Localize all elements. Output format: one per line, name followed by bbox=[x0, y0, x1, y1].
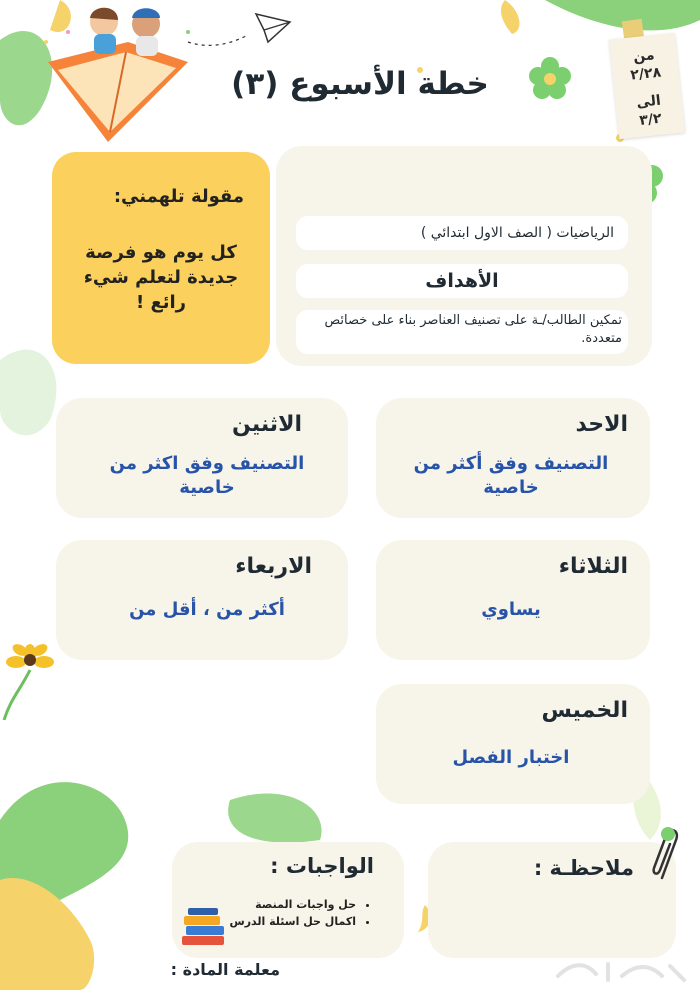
date-from: ٢/٢٨ bbox=[629, 64, 662, 84]
objectives-heading: الأهداف bbox=[296, 264, 628, 298]
day-name: الاربعاء bbox=[235, 554, 312, 579]
day-name: الخميس bbox=[541, 698, 628, 723]
day-card-thursday bbox=[376, 684, 650, 804]
day-card-tuesday bbox=[376, 540, 650, 660]
day-name: الثلاثاء bbox=[558, 554, 628, 579]
day-card-sunday bbox=[376, 398, 650, 518]
day-lesson: أكثر من ، أقل من bbox=[129, 599, 285, 620]
date-range-tag bbox=[609, 33, 685, 139]
watermark-logo bbox=[552, 956, 692, 986]
date-to-label: الى bbox=[635, 92, 662, 112]
day-name: الاثنين bbox=[232, 412, 302, 437]
date-from-label: من bbox=[632, 47, 656, 66]
day-card-wednesday bbox=[56, 540, 348, 660]
homework-item: • حل واجبات المنصة bbox=[196, 896, 356, 913]
subject-label: الرياضيات ( الصف الاول ابتدائي ) bbox=[296, 216, 628, 250]
daisy-flower-icon bbox=[0, 640, 60, 720]
day-lesson: التصنيف وفق أكثر من خاصية bbox=[413, 453, 609, 498]
notes-label: ملاحظـة : bbox=[533, 856, 634, 880]
kids-reading-book-illustration bbox=[38, 2, 198, 142]
teacher-label: معلمة المادة : bbox=[170, 960, 280, 979]
subject-card bbox=[276, 146, 652, 366]
page-title: خطة الأسبوع (٣) bbox=[231, 66, 489, 102]
notes-card bbox=[428, 842, 676, 958]
date-to: ٣/٢ bbox=[638, 110, 663, 129]
books-stack-icon bbox=[178, 908, 228, 948]
quote-title: مقولة تلهمني: bbox=[113, 186, 244, 207]
day-card-monday bbox=[56, 398, 348, 518]
day-lesson: يساوي bbox=[481, 599, 541, 620]
paper-plane-icon bbox=[186, 8, 296, 48]
objective-text: تمكين الطالب/ـة على تصنيف العناصر بناء على خصائص متعددة. bbox=[296, 310, 628, 354]
day-lesson: التصنيف وفق اكثر من خاصية bbox=[109, 453, 305, 498]
day-lesson: اختبار الفصل bbox=[452, 747, 570, 768]
quote-text: كل يوم هو فرصة جديدة لتعلم شيء رائع ! bbox=[83, 242, 239, 313]
green-flower-icon bbox=[528, 56, 572, 100]
paperclip-icon bbox=[646, 826, 686, 886]
homework-item: • اكمال حل اسئلة الدرس bbox=[196, 913, 356, 930]
day-name: الاحد bbox=[575, 412, 628, 437]
homework-label: الواجبات : bbox=[270, 854, 374, 878]
quote-card bbox=[52, 152, 270, 364]
